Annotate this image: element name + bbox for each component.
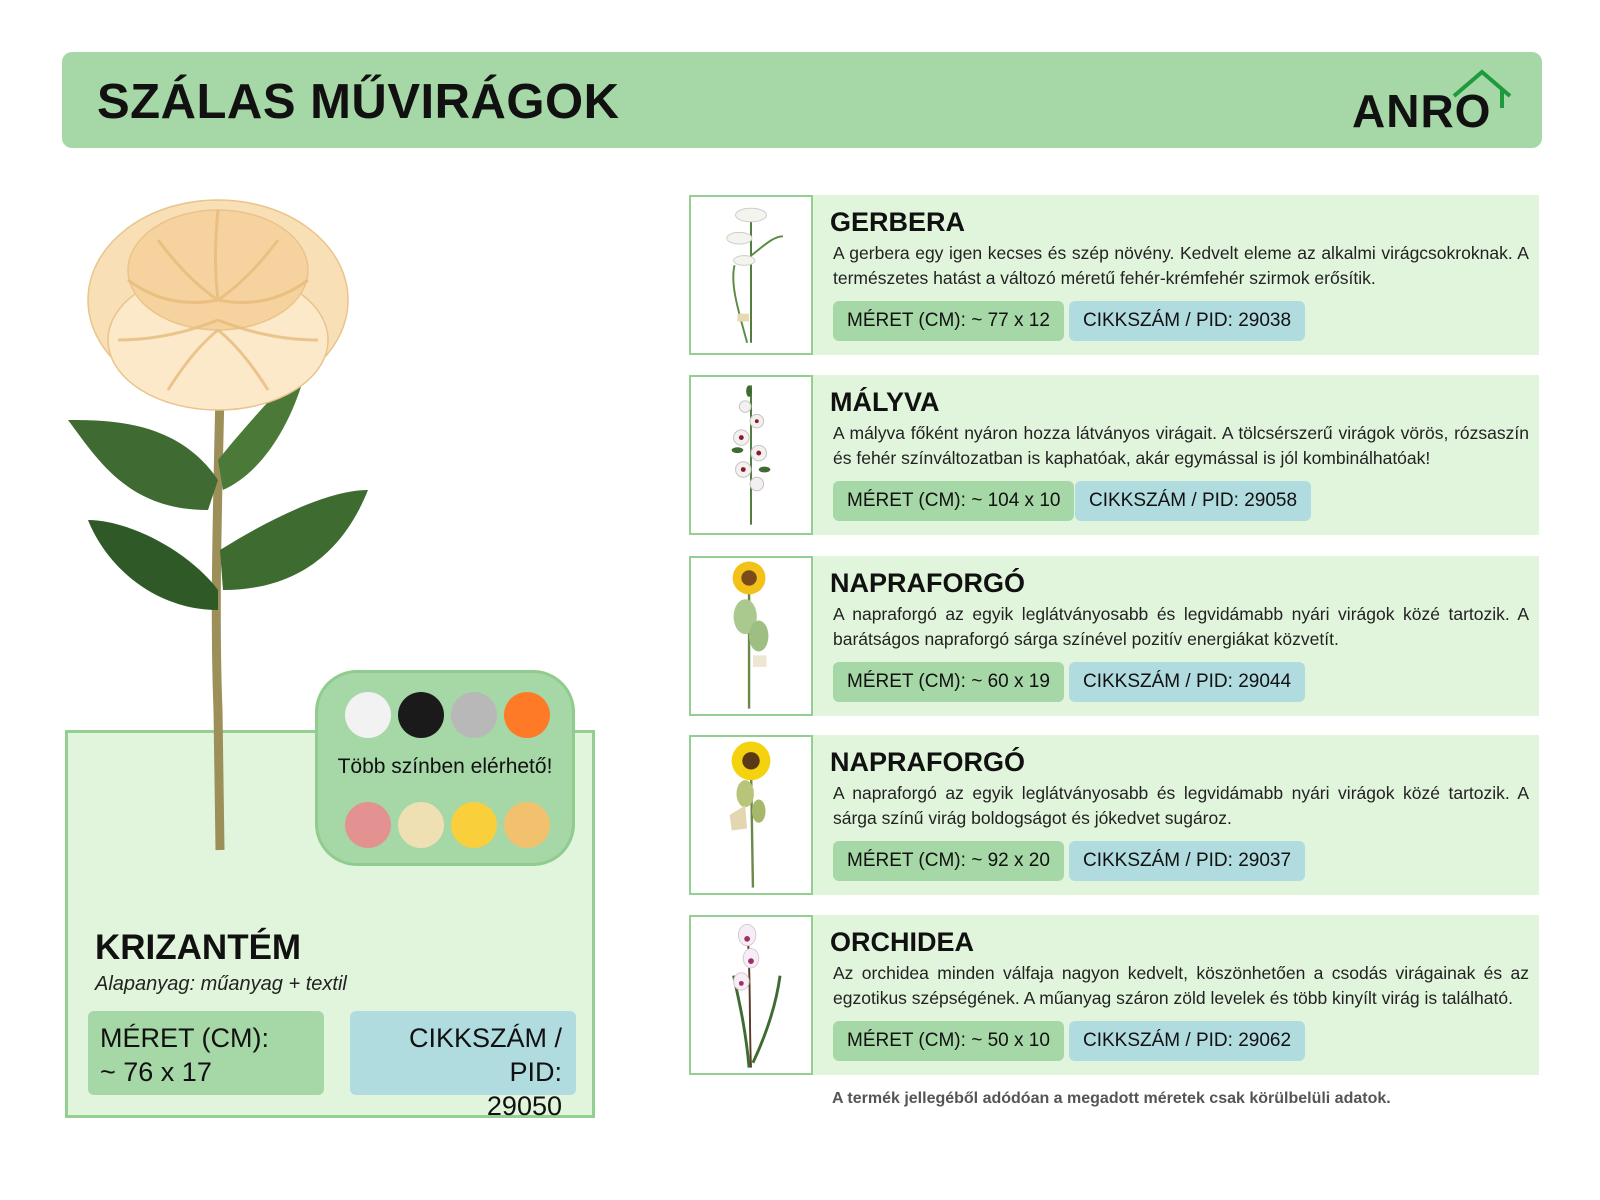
main-size-label: MÉRET (CM): — [100, 1023, 269, 1053]
main-size-value: ~ 76 x 17 — [100, 1057, 212, 1087]
main-product-material: Alapanyag: műanyag + textil — [95, 973, 347, 995]
product-card-malyva — [689, 375, 1539, 535]
header-bar — [62, 52, 1542, 148]
main-pid-badge — [350, 1011, 576, 1121]
color-swatch — [398, 692, 444, 738]
pid-badge: CIKKSZÁM / PID: 29062 — [1069, 1021, 1305, 1061]
sunflower-image — [691, 558, 811, 714]
malyva-image — [691, 377, 811, 533]
footnote: A termék jellegéből adódóan a megadott méretek csak körülbelüli adatok. — [832, 1090, 1391, 1107]
product-name: ORCHIDEA — [830, 927, 975, 957]
product-thumbnail — [689, 375, 813, 535]
sunflower-image — [691, 737, 811, 893]
main-size-badge — [88, 1011, 324, 1095]
color-swatch — [345, 692, 391, 738]
pid-badge: CIKKSZÁM / PID: 29037 — [1069, 841, 1305, 881]
page-title: SZÁLAS MŰVIRÁGOK — [97, 75, 620, 129]
main-pid-value: 29050 — [486, 1091, 562, 1121]
palette-label: Több színben elérhető! — [337, 755, 553, 778]
color-palette-bubble — [315, 670, 575, 866]
product-card-orchidea — [689, 915, 1539, 1075]
product-thumbnail — [689, 556, 813, 716]
product-card-gerbera — [689, 195, 1539, 355]
main-product-name: KRIZANTÉM — [95, 928, 302, 967]
logo-text: ANRO — [1352, 85, 1492, 137]
gerbera-image — [691, 197, 811, 353]
product-thumbnail — [689, 735, 813, 895]
size-badge: MÉRET (CM): ~ 50 x 10 — [833, 1021, 1064, 1061]
product-thumbnail — [689, 915, 813, 1075]
product-description: Az orchidea minden válfaja nagyon kedvelt, köszönhetően a csodás virágainak és az egzotikus szépségének. A műanyag száron zöld levelek és több kinyílt virág is található. — [833, 963, 1529, 1008]
color-swatch — [398, 802, 444, 848]
product-name: NAPRAFORGÓ — [830, 568, 1025, 598]
product-card-napraforgo-1 — [689, 556, 1539, 716]
color-swatch — [504, 802, 550, 848]
product-name: GERBERA — [830, 207, 966, 237]
size-badge: MÉRET (CM): ~ 92 x 20 — [833, 841, 1064, 881]
product-card-napraforgo-2 — [689, 735, 1539, 895]
orchid-image — [691, 917, 811, 1073]
pid-badge: CIKKSZÁM / PID: 29044 — [1069, 662, 1305, 702]
house-roof-icon — [1452, 68, 1512, 108]
pid-badge: CIKKSZÁM / PID: 29038 — [1069, 301, 1305, 341]
color-swatch — [345, 802, 391, 848]
product-name: NAPRAFORGÓ — [830, 747, 1025, 777]
size-badge: MÉRET (CM): ~ 104 x 10 — [833, 481, 1074, 521]
pid-badge: CIKKSZÁM / PID: 29058 — [1075, 481, 1311, 521]
color-swatch — [504, 692, 550, 738]
color-swatch — [451, 692, 497, 738]
product-description: A gerbera egy igen kecses és szép növény. Kedvelt eleme az alkalmi virágcsokroknak. A természetes hatást a változó méretű fehér-krémfehér szirmok erősítik. — [833, 243, 1529, 288]
product-name: MÁLYVA — [830, 387, 940, 417]
product-description: A napraforgó az egyik leglátványosabb és legvidámabb nyári virágok közé tartozik. A sárga színű virág boldogságot és jókedvet sugároz. — [833, 783, 1529, 828]
color-swatch — [451, 802, 497, 848]
product-description: A mályva főként nyáron hozza látványos virágait. A tölcsérszerű virágok vörös, rózsaszín és fehér színváltozatban is kaphatóak, akár egymással is jól kombinálhatóak! — [833, 423, 1529, 468]
main-pid-label: CIKKSZÁM / PID: — [408, 1023, 562, 1087]
product-description: A napraforgó az egyik leglátványosabb és legvidámabb nyári virágok közé tartozik. A barátságos napraforgó sárga színével pozitív energiákat közvetít. — [833, 604, 1529, 649]
product-thumbnail — [689, 195, 813, 355]
anro-logo — [1352, 68, 1512, 137]
size-badge: MÉRET (CM): ~ 60 x 19 — [833, 662, 1064, 702]
size-badge: MÉRET (CM): ~ 77 x 12 — [833, 301, 1064, 341]
